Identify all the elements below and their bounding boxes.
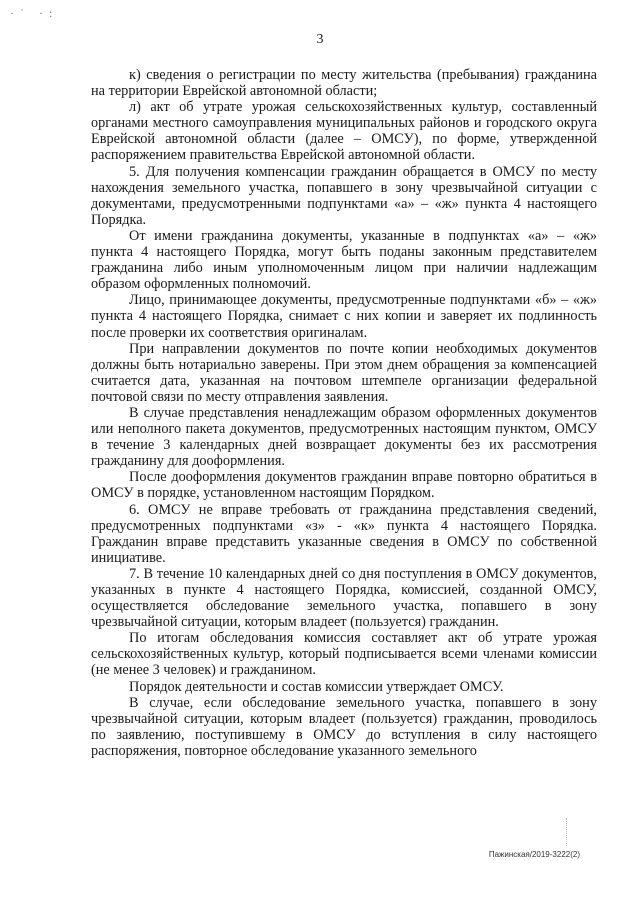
footer-reference: Пажинская/2019-3222(2) [488, 850, 580, 859]
paragraph: Лицо, принимающее документы, предусмотренные подпунктами «б» – «ж» пункта 4 настоящего Порядка, снимает с них копии и заверяет их подлинность после проверки их соответствия оригиналам. [91, 292, 597, 341]
paragraph: В случае, если обследование земельного участка, попавшего в зону чрезвычайной ситуации, которым владеет (пользуется) гражданин, проводилось по заявлению, поступившему в ОМСУ до вступления в силу настоящего распоряжения, повторное обследование указанного земельного [91, 694, 597, 759]
paragraph: В случае представления ненадлежащим образом оформленных документов или неполного пакета документов, предусмотренных настоящим пунктом, ОМСУ в течение 3 календарных дней возвращает документы без их рассмотрения гражданину для дооформления. [91, 404, 597, 470]
paragraph: От имени гражданина документы, указанные в подпунктах «а» – «ж» пункта 4 настоящего Порядка, могут быть поданы законным представителем гражданина либо иным уполномоченным лицом при наличии надлежащим образом оформленных полномочий. [91, 227, 597, 293]
scan-specks: ·˙ ·: [10, 6, 59, 20]
paragraph: 6. ОМСУ не вправе требовать от гражданина представления сведений, предусмотренных подпунктами «з» - «к» пункта 4 настоящего Порядка. Гражданин вправе представить указанные сведения в ОМСУ по собственной инициативе. [91, 501, 597, 566]
page-number: 3 [316, 32, 324, 47]
document-body [91, 67, 597, 759]
paragraph: 5. Для получения компенсации гражданин обращается в ОМСУ по месту нахождения земельного участка, попавшего в зону чрезвычайной ситуации с документами, предусмотренными подпунктами «а» – «ж» пункта 4 настоящего Порядка. [91, 163, 597, 228]
paragraph: Порядок деятельности и состав комиссии утверждает ОМСУ. [129, 678, 504, 695]
scan-edge-mark [566, 818, 568, 846]
paragraph: После дооформления документов гражданин вправе повторно обратиться в ОМСУ в порядке, установленном настоящим Порядком. [91, 469, 597, 502]
paragraph: 7. В течение 10 календарных дней со дня поступления в ОМСУ документов, указанных в пункте 4 настоящего Порядка, комиссией, созданной ОМСУ, осуществляется обследование земельного участка, попавшего в зону чрезвычайной ситуации, которым владеет (пользуется) гражданин. [91, 565, 597, 631]
paragraph: л) акт об утрате урожая сельскохозяйственных культур, составленный органами местного самоуправления муниципальных районов и городского округа Еврейской автономной области (далее – ОМСУ), по форме, утвержденной распоряжением правительства Еврейской автономной области. [91, 99, 597, 164]
paragraph: При направлении документов по почте копии необходимых документов должны быть нотариально заверены. При этом днем обращения за компенсацией считается дата, указанная на почтовом штемпеле организации федеральной почтовой связи по месту отправления заявления. [91, 340, 597, 405]
paragraph: к) сведения о регистрации по месту жительства (пребывания) гражданина на территории Еврейской автономной области; [91, 67, 597, 100]
paragraph: По итогам обследования комиссия составляет акт об утрате урожая сельскохозяйственных культур, который подписывается всеми членами комиссии (не менее 3 человек) и гражданином. [91, 630, 597, 679]
